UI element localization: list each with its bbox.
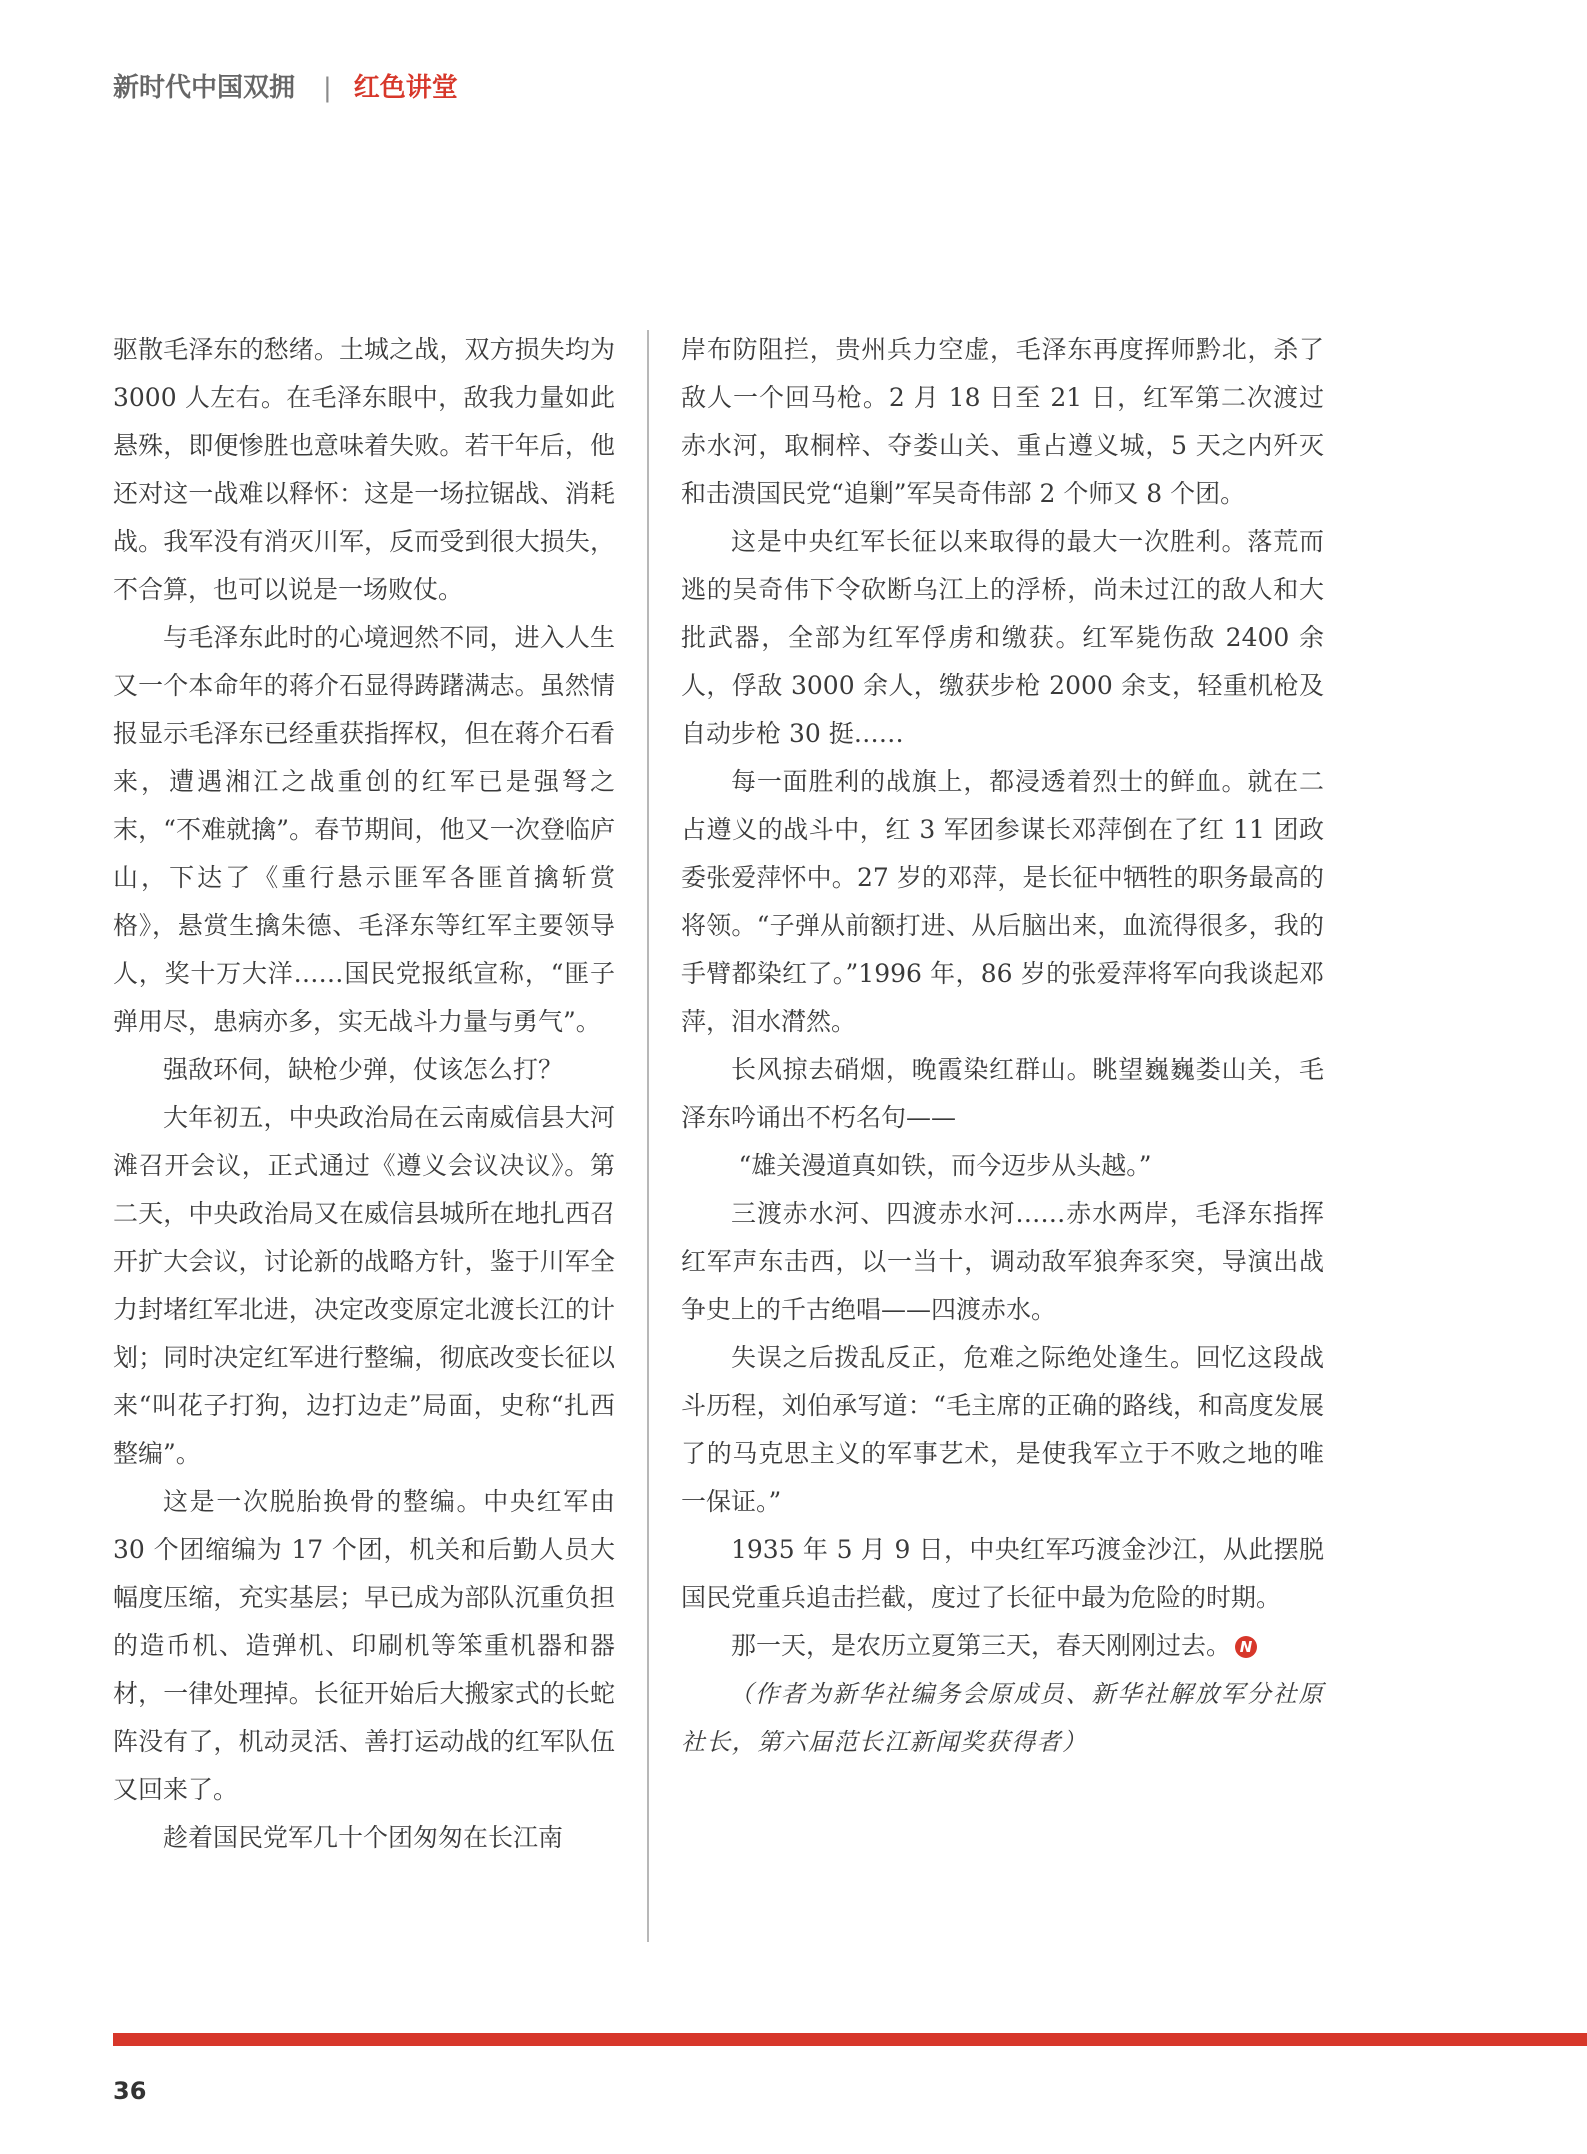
- right-column: [681, 326, 1324, 1766]
- header-separator: |: [323, 73, 332, 103]
- page-header: [113, 70, 458, 106]
- magazine-title: 新时代中国双拥: [113, 73, 296, 103]
- paragraph: 强敌环伺，缺枪少弹，仗该怎么打？: [163, 1055, 564, 1084]
- paragraph: 与毛泽东此时的心境迥然不同，进入人生又一个本命年的蒋介石显得踌躇满志。虽然情报显示毛泽东已经重获指挥权，但在蒋介石看来，遭遇湘江之战重创的红军已是强弩之末，“不难就擒”。春节期间，他又一次登临庐山，下达了《重行悬示匪军各匪首擒斩赏格》，悬赏生擒朱德、毛泽东等红军主要领导人，奖十万大洋……国民党报纸宣称，“匪子弹用尽，患病亦多，实无战斗力量与勇气”。: [113, 623, 615, 1036]
- paragraph: 1935 年 5 月 9 日，中央红军巧渡金沙江，从此摆脱国民党重兵追击拦截，度过了长征中最为危险的时期。: [681, 1535, 1324, 1612]
- paragraph: 失误之后拨乱反正，危难之际绝处逢生。回忆这段战斗历程，刘伯承写道：“毛主席的正确的路线，和高度发展了的马克思主义的军事艺术，是使我军立于不败之地的唯一保证。”: [681, 1343, 1324, 1516]
- left-column: [113, 326, 615, 1862]
- column-divider: [647, 330, 649, 1942]
- author-note: （作者为新华社编务会原成员、新华社解放军分社原社长，第六届范长江新闻奖获得者）: [681, 1680, 1324, 1756]
- column-title: 红色讲堂: [353, 73, 458, 103]
- paragraph: 岸布防阻拦，贵州兵力空虚，毛泽东再度挥师黔北，杀了敌人一个回马枪。2 月 18 日至 21 日，红军第二次渡过赤水河，取桐梓、夺娄山关、重占遵义城，5 天之内歼灭和击溃国民党“追剿”军吴奇伟部 2 个师又 8 个团。: [681, 335, 1324, 508]
- paragraph: 这是一次脱胎换骨的整编。中央红军由 30 个团缩编为 17 个团，机关和后勤人员大幅度压缩，充实基层；早已成为部队沉重负担的造币机、造弹机、印刷机等笨重机器和器材，一律处理掉。长征开始后大搬家式的长蛇阵没有了，机动灵活、善打运动战的红军队伍又回来了。: [113, 1487, 615, 1804]
- paragraph: 大年初五，中央政治局在云南威信县大河滩召开会议，正式通过《遵义会议决议》。第二天，中央政治局又在威信县城所在地扎西召开扩大会议，讨论新的战略方针，鉴于川军全力封堵红军北进，决定改变原定北渡长江的计划；同时决定红军进行整编，彻底改变长征以来“叫花子打狗，边打边走”局面，史称“扎西整编”。: [113, 1103, 615, 1468]
- paragraph: 这是中央红军长征以来取得的最大一次胜利。落荒而逃的吴奇伟下令砍断乌江上的浮桥，尚未过江的敌人和大批武器，全部为红军俘虏和缴获。红军毙伤敌 2400 余人，俘敌 3000 余人，缴获步枪 2000 余支，轻重机枪及自动步枪 30 挺……: [681, 527, 1324, 748]
- end-mark-icon: N: [1235, 1636, 1257, 1658]
- paragraph: 每一面胜利的战旗上，都浸透着烈士的鲜血。就在二占遵义的战斗中，红 3 军团参谋长邓萍倒在了红 11 团政委张爱萍怀中。27 岁的邓萍，是长征中牺牲的职务最高的将领。“子弹从前额打进、从后脑出来，血流得很多，我的手臂都染红了。”1996 年，86 岁的张爱萍将军向我谈起邓萍，泪水潸然。: [681, 767, 1324, 1036]
- paragraph: 驱散毛泽东的愁绪。土城之战，双方损失均为 3000 人左右。在毛泽东眼中，敌我力量如此悬殊，即便惨胜也意味着失败。若干年后，他还对这一战难以释怀：这是一场拉锯战、消耗战。我军没有消灭川军，反而受到很大损失，不合算，也可以说是一场败仗。: [113, 335, 615, 604]
- footer-bar: [113, 2033, 1587, 2046]
- paragraph: 三渡赤水河、四渡赤水河……赤水两岸，毛泽东指挥红军声东击西，以一当十，调动敌军狼奔豕突，导演出战争史上的千古绝唱——四渡赤水。: [681, 1199, 1324, 1324]
- final-text: 那一天，是农历立夏第三天，春天刚刚过去。: [731, 1631, 1232, 1660]
- paragraph: 趁着国民党军几十个团匆匆在长江南: [163, 1823, 564, 1852]
- poem-quote: “雄关漫道真如铁，而今迈步从头越。”: [738, 1151, 1152, 1180]
- page-number: 36: [113, 2077, 147, 2105]
- paragraph: 长风掠去硝烟，晚霞染红群山。眺望巍巍娄山关，毛泽东吟诵出不朽名句——: [681, 1055, 1324, 1132]
- final-paragraph: [681, 1622, 1324, 1670]
